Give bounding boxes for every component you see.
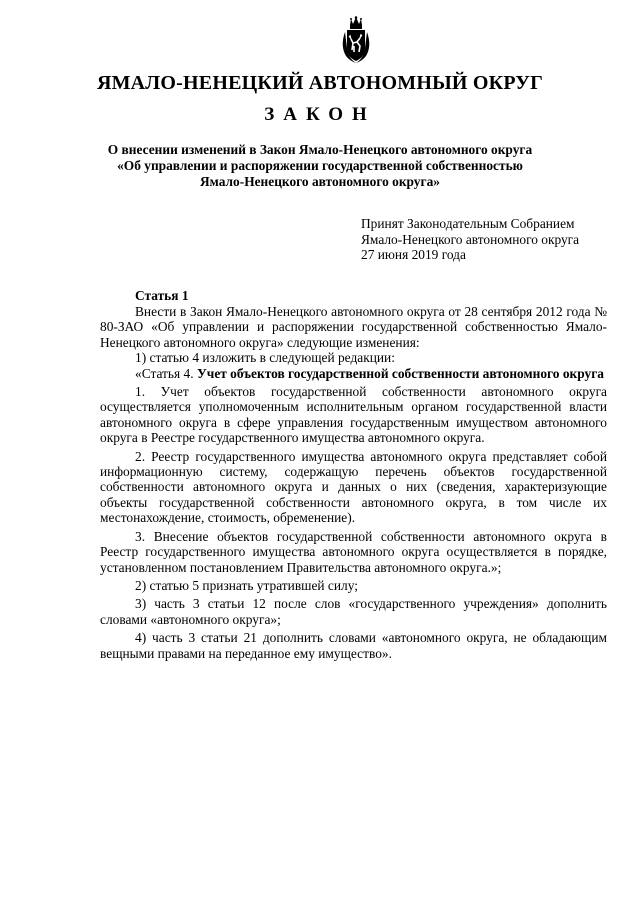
article-body xyxy=(100,304,607,661)
article-heading: Статья 1 xyxy=(135,288,189,303)
article-point-3: 3. Внесение объектов государственной собственности автономного округа в Реестр государственного имущества автономного округа осуществляется в порядке, установленном постановлением Правительства автономного округа.»; xyxy=(100,528,607,575)
document-type-title: ЗАКОН xyxy=(264,104,376,125)
adoption-line: Принят Законодательным Собранием xyxy=(361,216,575,231)
amendment-item-4: 4) часть 3 статьи 21 дополнить словами «автономного округа, не обладающим вещными правами на переданное ему имущество». xyxy=(100,630,607,661)
article-point-1: 1. Учет объектов государственной собственности автономного округа осуществляется уполномоченным исполнительным органом государственной власти автономного округа в сфере управления государственным имуществом автономного округа в Реестре государственного имущества автономного округа. xyxy=(100,384,607,446)
new-article-title: Учет объектов государственной собственности автономного округа xyxy=(196,365,604,381)
law-name-line: Ямало-Ненецкого автономного округа» xyxy=(200,174,440,189)
amendment-item-3: 3) часть 3 статьи 12 после слов «государственного учреждения» дополнить словами «автономного округа»; xyxy=(100,596,607,627)
adoption-line: Ямало-Ненецкого автономного округа xyxy=(361,231,580,247)
amendment-item-2: 2) статью 5 признать утратившей силу; xyxy=(135,577,358,593)
new-article-heading xyxy=(100,366,607,381)
region-title: ЯМАЛО-НЕНЕЦКИЙ АВТОНОМНЫЙ ОКРУГ xyxy=(96,72,544,94)
article-intro: Внести в Закон Ямало-Ненецкого автономного округа от 28 сентября 2012 года № 80-ЗАО «Об управлении и распоряжении государственной собственностью Ямало-Ненецкого автономного округа» следующие изменения: xyxy=(100,304,607,350)
adoption-note xyxy=(361,216,579,263)
adoption-date: 27 июня 2019 года xyxy=(361,247,466,263)
law-name-line: О внесении изменений в Закон Ямало-Ненецкого автономного округа xyxy=(107,142,533,157)
law-name-line: «Об управлении и распоряжении государственной собственностью xyxy=(117,158,523,173)
article-point-2: 2. Реестр государственного имущества автономного округа представляет собой информационную систему, содержащую перечень объектов государственной собственности автономного округа и данных о них (сведения, характеризующие объекты государственной собственности автономного округа, в том числе их местонахождение, стоимость, обременение). xyxy=(100,448,607,526)
amendment-item-1: 1) статью 4 изложить в следующей редакции: xyxy=(135,350,395,366)
new-article-prefix: «Статья 4. xyxy=(135,365,194,381)
law-name xyxy=(80,142,560,190)
coat-of-arms-icon xyxy=(338,16,374,66)
